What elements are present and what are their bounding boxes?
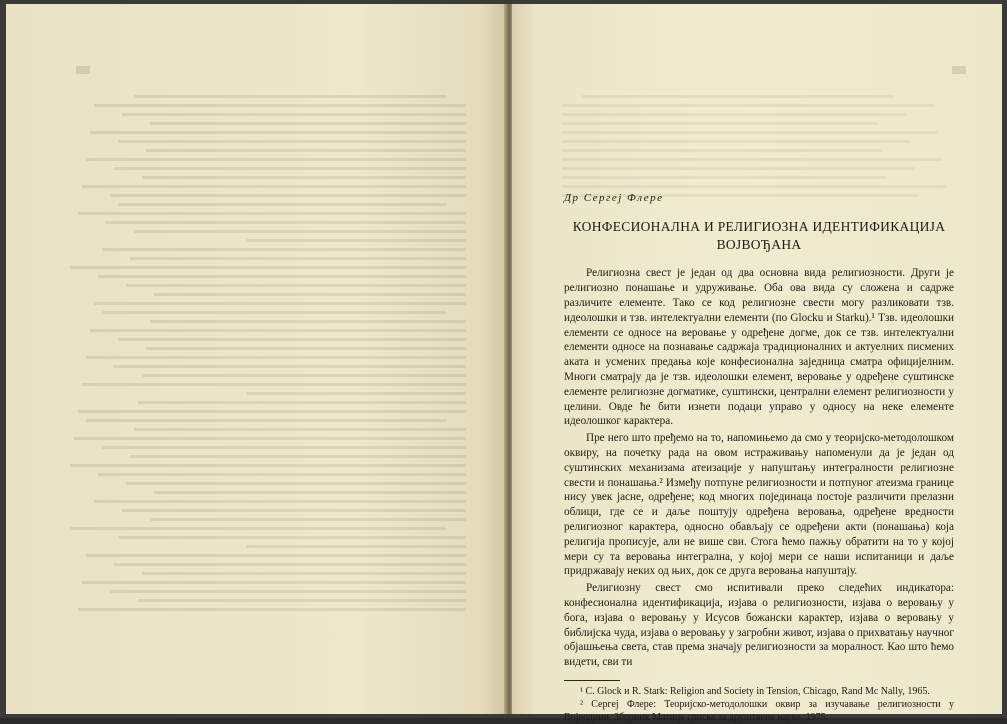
- right-page-show-through-text: [562, 89, 962, 203]
- show-through-line: [562, 131, 938, 134]
- show-through-line: [86, 158, 466, 161]
- show-through-line: [134, 230, 466, 233]
- show-through-line: [90, 131, 466, 134]
- show-through-line: [114, 563, 466, 566]
- show-through-line: [106, 221, 466, 224]
- show-through-line: [114, 167, 466, 170]
- show-through-line: [70, 464, 466, 467]
- show-through-line: [562, 122, 878, 125]
- article-title-line-2: ВОЈВОЂАНА: [716, 237, 802, 253]
- footnote-rule: [564, 680, 620, 681]
- show-through-line: [118, 203, 446, 206]
- article-author: Др Сергеј Флере: [564, 192, 664, 204]
- show-through-line: [562, 113, 906, 116]
- right-page-bleed-through: [952, 66, 966, 74]
- show-through-line: [130, 257, 466, 260]
- show-through-line: [102, 446, 466, 449]
- show-through-line: [138, 401, 466, 404]
- right-page: [512, 4, 1002, 723]
- show-through-line: [98, 275, 466, 278]
- show-through-line: [94, 500, 466, 503]
- show-through-line: [154, 491, 466, 494]
- show-through-line: [86, 554, 466, 557]
- article: [564, 192, 954, 724]
- show-through-line: [82, 185, 466, 188]
- show-through-line: [78, 212, 466, 215]
- show-through-line: [146, 347, 466, 350]
- show-through-line: [562, 176, 886, 179]
- paragraph-3: Религиозну свест смо испитивали преко следећих индикатора: конфесионална идентификација, изјава о религиозности, изјава о веровању у бога, изјава о веровању у Исусов божански карактер, изјава о веровању у библијска чуда, изјава о веровању у загробни живот, изјава о прихватању научног објашњења света, став према значају религиозности за моралност. Као што ћемо видети, сви ти: [564, 582, 954, 669]
- show-through-line: [142, 572, 466, 575]
- show-through-line: [246, 545, 466, 548]
- show-through-line: [562, 149, 882, 152]
- show-through-line: [142, 374, 466, 377]
- show-through-line: [118, 338, 466, 341]
- show-through-line: [246, 392, 466, 395]
- show-through-line: [102, 248, 466, 251]
- show-through-line: [70, 527, 446, 530]
- paragraph-1: Религиозна свест је један од два основна вида религиозности. Други је религиозно понашање и удруживање. Оба ова вида су сложена и садрже различите елементе. Тако се код религиозне свести могу разликовати тзв. идеолошки и тзв. интелектуални елементи (по Glocku и Starku).¹ Тзв. идеолошки елементи се односе на веровање у одређене догме, док се тзв. интелектуални елементи односе на познавање садржаја традиционалних и актуелних писмених аката и усмених предања које конфесионална заједница сматра официјелним. Многи сматрају да је тзв. идеолошки елемент, веровање у одређене суштинске елементе религиозне догматике, суштински, централни елемент религиозности у целини. Овде ће бити изнети подаци управо у односу на неке елементе идеолошког карактера.: [564, 267, 954, 428]
- left-page: [6, 4, 506, 714]
- show-through-line: [74, 437, 466, 440]
- show-through-line: [562, 167, 914, 170]
- left-page-bleed-through: [76, 66, 90, 74]
- article-title-line-1: КОНФЕСИОНАЛНА И РЕЛИГИОЗНА ИДЕНТИФИКАЦИЈА: [572, 219, 946, 234]
- show-through-line: [150, 518, 466, 521]
- footnote-2: ² Сергеј Флере: Теоријско-методолошки оквир за изучавање религиозности у Војводини, Зборник Матице српске за друштвене науке, 1975.: [564, 698, 954, 723]
- show-through-line: [110, 590, 466, 593]
- show-through-line: [78, 608, 466, 611]
- show-through-line: [126, 284, 466, 287]
- show-through-line: [122, 113, 466, 116]
- show-through-line: [82, 581, 466, 584]
- show-through-line: [562, 158, 942, 161]
- show-through-line: [562, 185, 946, 188]
- show-through-line: [78, 410, 466, 413]
- show-through-line: [102, 311, 446, 314]
- show-through-line: [94, 302, 466, 305]
- article-title: [564, 218, 954, 254]
- show-through-line: [126, 482, 466, 485]
- show-through-line: [134, 95, 446, 98]
- show-through-line: [146, 149, 466, 152]
- show-through-line: [562, 104, 934, 107]
- show-through-line: [246, 239, 466, 242]
- show-through-line: [118, 536, 466, 539]
- show-through-line: [98, 473, 466, 476]
- show-through-line: [130, 455, 466, 458]
- show-through-line: [82, 383, 466, 386]
- show-through-line: [114, 365, 466, 368]
- show-through-line: [86, 419, 446, 422]
- show-through-line: [70, 266, 466, 269]
- left-page-show-through-text: [66, 89, 466, 617]
- paragraph-2: Пре него што пређемо на то, напомињемо да смо у теоријско-методолошком оквиру, на почетку рада на овом истраживању напоменули да је један од суштинских механизама атеизације у напуштању интегралности религиозне свести и понашања.² Између потпуне религиозности и потпуног атеизма границе нису увек јасне, одређене; код многих појединаца постоје различити прелазни облици, где се и даље поштују одређена веровања, одређене вредности религиозног карактера, односно обављају се одређени акти (понашања) која религија прописује, али не више сви. Стога ћемо пажњу обратити на то у којој мери су та веровања интегрална, у којој мери се наши испитаници и даље придржавају неких од њих, док се друга веровања напуштају.: [564, 432, 954, 578]
- show-through-line: [110, 194, 466, 197]
- footnote-1: ¹ C. Glock и R. Stark: Religion and Society in Tension, Chicago, Rand Mc Nally, 1965.: [580, 685, 930, 697]
- show-through-line: [150, 122, 466, 125]
- show-through-line: [90, 329, 466, 332]
- show-through-line: [118, 140, 466, 143]
- show-through-line: [94, 104, 466, 107]
- show-through-line: [142, 176, 466, 179]
- show-through-line: [150, 320, 466, 323]
- show-through-line: [86, 356, 466, 359]
- show-through-line: [562, 140, 910, 143]
- show-through-line: [154, 293, 466, 296]
- show-through-line: [122, 509, 466, 512]
- show-through-line: [582, 95, 894, 98]
- show-through-line: [134, 428, 466, 431]
- show-through-line: [138, 599, 466, 602]
